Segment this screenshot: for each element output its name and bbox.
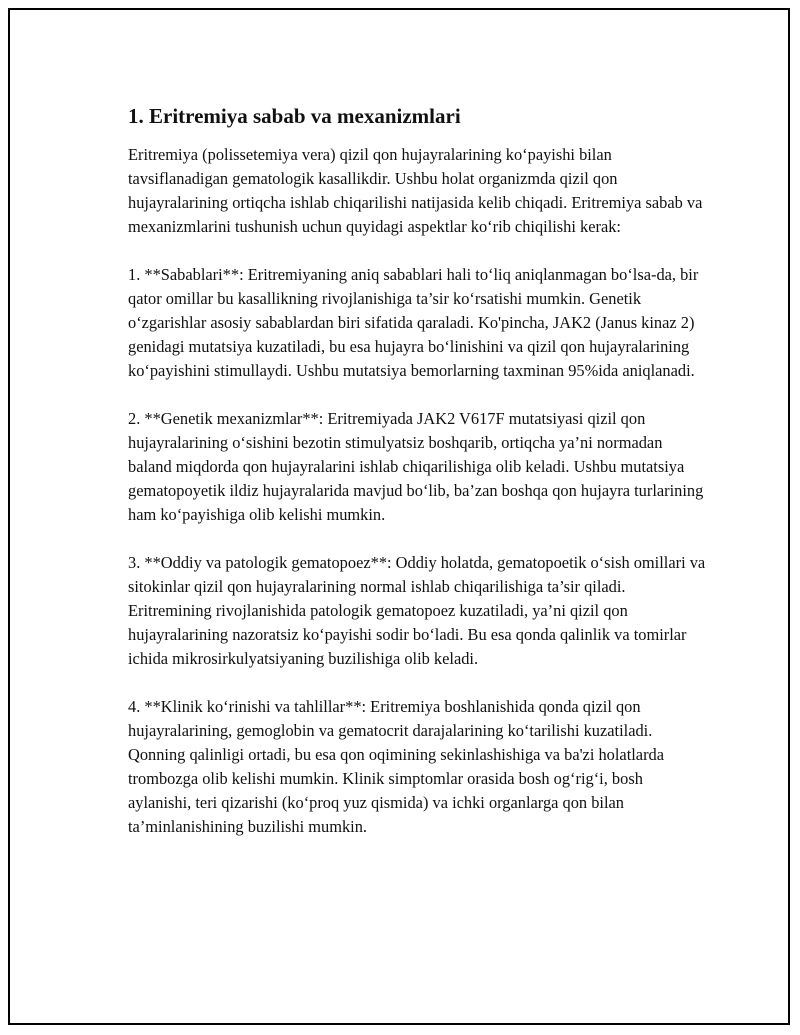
page-frame xyxy=(8,8,790,1025)
paragraph-intro: Eritremiya (polissetemiya vera) qizil qon hujayralarining ko‘payishi bilan tavsiflanadigan gematologik kasallikdir. Ushbu holat organizmda qizil qon hujayralarining ortiqcha ishlab chiqarilishi natijasida kelib chiqadi. Eritremiya sabab va mexanizmlarini tushunish uchun quyidagi aspektlar ko‘rib chiqilishi kerak: xyxy=(128,145,703,236)
paragraph-hematopoiesis: 3. **Oddiy va patologik gematopoez**: Oddiy holatda, gematopoetik o‘sish omillari va sitokinlar qizil qon hujayralarining normal ishlab chiqarilishiga ta’sir qiladi. Eritremining rivojlanishida patologik gematopoez kuzatiladi, ya’ni qizil qon hujayralarining nazoratsiz ko‘payishi sodir bo‘ladi. Bu esa qonda qalinlik va tomirlar ichida mikrosirkulyatsiyaning buzilishiga olib keladi. xyxy=(128,553,706,668)
section-heading: 1. Eritremiya sabab va mexanizmlari xyxy=(128,104,461,128)
paragraph-clinical-picture: 4. **Klinik ko‘rinishi va tahlillar**: Eritremiya boshlanishida qonda qizil qon hujayralarining, gemoglobin va gematocrit darajalarining ko‘tarilishi kuzatiladi. Qonning qalinligi ortadi, bu esa qon oqimining sekinlashishiga va ba'zi holatlarda trombozga olib kelishi mumkin. Klinik simptomlar orasida bosh og‘rig‘i, bosh aylanishi, teri qizarishi (ko‘proq yuz qismida) va ichki organlarga qon bilan ta’minlanishining buzilishi mumkin. xyxy=(128,697,665,836)
document-body xyxy=(128,102,708,839)
paragraph-genetic-mechanisms: 2. **Genetik mexanizmlar**: Eritremiyada JAK2 V617F mutatsiyasi qizil qon hujayralarining o‘sishini bezotin stimulyatsiz boshqarib, ortiqcha ya’ni normadan baland miqdorda qon hujayralarini ishlab chiqarilishiga olib keladi. Ushbu mutatsiya gematopoyetik ildiz hujayralarida mavjud bo‘lib, ba’zan boshqa qon hujayra turlarining ham ko‘payishiga olib kelishi mumkin. xyxy=(128,409,704,524)
paragraph-causes: 1. **Sabablari**: Eritremiyaning aniq sabablari hali to‘liq aniqlanmagan bo‘lsa-da, bir qator omillar bu kasallikning rivojlanishiga ta’sir ko‘rsatishi mumkin. Genetik o‘zgarishlar asosiy sabablardan biri sifatida qaraladi. Ko'pincha, JAK2 (Janus kinaz 2) genidagi mutatsiya kuzatiladi, bu esa hujayra bo‘linishini va qizil qon hujayralarining ko‘payishini stimullaydi. Ushbu mutatsiya bemorlarning taxminan 95%ida aniqlanadi. xyxy=(128,265,699,380)
